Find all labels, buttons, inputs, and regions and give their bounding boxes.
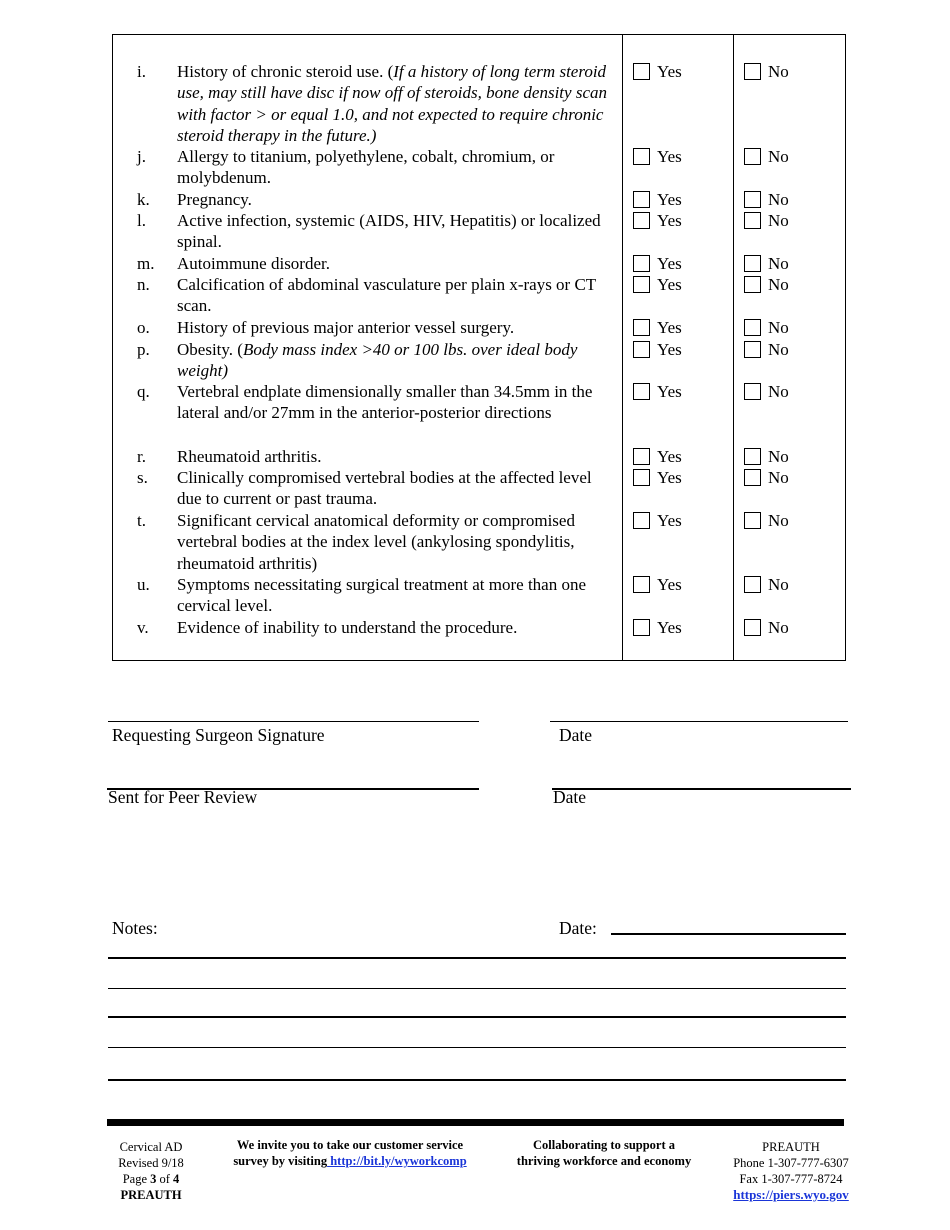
footer-divider [107, 1119, 844, 1126]
no-option[interactable] [744, 317, 789, 338]
no-label: No [768, 382, 789, 401]
form-code: PREAUTH [120, 1188, 182, 1202]
no-option[interactable] [744, 510, 789, 531]
yes-option[interactable] [633, 467, 682, 488]
no-option[interactable] [744, 339, 789, 360]
form-name: Cervical AD [119, 1140, 183, 1154]
no-checkbox[interactable] [744, 319, 761, 336]
no-option[interactable] [744, 61, 789, 82]
peer-review-label: Sent for Peer Review [108, 787, 258, 807]
no-label: No [768, 468, 789, 487]
contact-fax: Fax 1-307-777-8724 [739, 1172, 843, 1186]
no-checkbox[interactable] [744, 255, 761, 272]
yes-checkbox[interactable] [633, 448, 650, 465]
yes-option[interactable] [633, 61, 682, 82]
yes-label: Yes [657, 382, 682, 401]
no-checkbox[interactable] [744, 212, 761, 229]
no-checkbox[interactable] [744, 576, 761, 593]
footer-contact [722, 1139, 860, 1203]
row-text: Symptoms necessitating surgical treatment at more than one cervical level. [177, 575, 587, 616]
row-letter: v. [137, 618, 149, 637]
criteria-table [112, 34, 846, 661]
no-label: No [768, 211, 789, 230]
yes-checkbox[interactable] [633, 341, 650, 358]
contact-dept: PREAUTH [762, 1140, 820, 1154]
row-text: Rheumatoid arthritis. [177, 447, 322, 466]
yes-label: Yes [657, 468, 682, 487]
no-option[interactable] [744, 617, 789, 638]
no-checkbox[interactable] [744, 276, 761, 293]
row-text: Obesity. (Body mass index >40 or 100 lbs. over ideal body weight) [177, 340, 578, 381]
page-number: Page 3 of 4 [122, 1172, 180, 1186]
row-letter: n. [137, 275, 150, 294]
no-label: No [768, 62, 789, 81]
yes-checkbox[interactable] [633, 383, 650, 400]
website-link[interactable]: https://piers.wyo.gov [733, 1187, 849, 1202]
row-text: Clinically compromised vertebral bodies at the affected level due to current or past trauma. [177, 468, 592, 509]
row-letter: t. [137, 511, 146, 530]
yes-checkbox[interactable] [633, 319, 650, 336]
form-revision: Revised 9/18 [118, 1156, 184, 1170]
yes-option[interactable] [633, 510, 682, 531]
no-option[interactable] [744, 253, 789, 274]
yes-label: Yes [657, 575, 682, 594]
date-label: Date [553, 787, 587, 807]
footer-collab: Collaborating to support a thriving workforce and economy [516, 1138, 692, 1168]
no-option[interactable] [744, 274, 789, 295]
row-letter: i. [137, 62, 146, 81]
row-letter: j. [137, 147, 146, 166]
no-checkbox[interactable] [744, 512, 761, 529]
yes-label: Yes [657, 318, 682, 337]
row-letter: k. [137, 190, 150, 209]
no-label: No [768, 447, 789, 466]
yes-checkbox[interactable] [633, 469, 650, 486]
yes-checkbox[interactable] [633, 212, 650, 229]
yes-label: Yes [657, 62, 682, 81]
notes-date-label: Date: [559, 918, 597, 938]
yes-checkbox[interactable] [633, 276, 650, 293]
row-letter: u. [137, 575, 150, 594]
no-label: No [768, 147, 789, 166]
yes-checkbox[interactable] [633, 576, 650, 593]
no-label: No [768, 275, 789, 294]
notes-date-line[interactable] [611, 933, 846, 935]
yes-label: Yes [657, 618, 682, 637]
row-letter: r. [137, 447, 146, 466]
yes-checkbox[interactable] [633, 619, 650, 636]
yes-label: Yes [657, 147, 682, 166]
no-label: No [768, 190, 789, 209]
yes-label: Yes [657, 340, 682, 359]
no-label: No [768, 575, 789, 594]
no-label: No [768, 511, 789, 530]
yes-option[interactable] [633, 210, 682, 231]
row-text: Vertebral endplate dimensionally smaller than 34.5mm in the lateral and/or 27mm in the anterior-posterior directions [177, 382, 593, 423]
no-option[interactable] [744, 210, 789, 231]
yes-checkbox[interactable] [633, 255, 650, 272]
yes-option[interactable] [633, 446, 682, 467]
yes-option[interactable] [633, 317, 682, 338]
no-checkbox[interactable] [744, 469, 761, 486]
row-text: Calcification of abdominal vasculature per plain x-rays or CT scan. [177, 275, 596, 316]
date-label: Date [559, 725, 593, 745]
no-option[interactable] [744, 446, 789, 467]
no-option[interactable] [744, 574, 789, 595]
yes-label: Yes [657, 211, 682, 230]
row-text: History of previous major anterior vessel surgery. [177, 318, 515, 337]
column-divider [622, 35, 623, 660]
notes-label: Notes: [112, 918, 158, 938]
notes-line[interactable] [108, 988, 846, 989]
notes-line[interactable] [108, 1079, 846, 1081]
no-checkbox[interactable] [744, 448, 761, 465]
no-checkbox[interactable] [744, 191, 761, 208]
row-text: Active infection, systemic (AIDS, HIV, Hepatitis) or localized spinal. [177, 211, 601, 252]
no-option[interactable] [744, 381, 789, 402]
yes-option[interactable] [633, 617, 682, 638]
yes-checkbox[interactable] [633, 191, 650, 208]
yes-label: Yes [657, 190, 682, 209]
column-divider [733, 35, 734, 660]
yes-label: Yes [657, 254, 682, 273]
notes-line[interactable] [108, 1047, 846, 1048]
survey-link[interactable]: http://bit.ly/wyworkcomp [327, 1154, 467, 1168]
yes-label: Yes [657, 511, 682, 530]
row-letter: p. [137, 340, 150, 359]
footer-survey: We invite you to take our customer service survey by visiting http://bit.ly/wyworkcomp [233, 1138, 467, 1168]
footer-form-info [106, 1139, 196, 1203]
row-text: Significant cervical anatomical deformity or compromised vertebral bodies at the index level (ankylosing spondylitis, rheumatoid arthritis) [177, 511, 575, 573]
contact-phone: Phone 1-307-777-6307 [733, 1156, 849, 1170]
no-label: No [768, 254, 789, 273]
no-checkbox[interactable] [744, 383, 761, 400]
row-letter: l. [137, 211, 146, 230]
row-text: History of chronic steroid use. (If a history of long term steroid use, may still have disc if now off of steroids, bone density scan with factor > or equal 1.0, and not expected to require chronic steroid therapy in the future.) [177, 62, 607, 145]
notes-line[interactable] [108, 957, 846, 959]
surgeon-signature-label: Requesting Surgeon Signature [112, 725, 325, 745]
yes-option[interactable] [633, 253, 682, 274]
notes-line[interactable] [108, 1016, 846, 1018]
date-line[interactable] [552, 788, 851, 790]
row-text: Evidence of inability to understand the procedure. [177, 618, 518, 637]
yes-option[interactable] [633, 146, 682, 167]
yes-option[interactable] [633, 574, 682, 595]
no-option[interactable] [744, 146, 789, 167]
no-option[interactable] [744, 467, 789, 488]
no-checkbox[interactable] [744, 619, 761, 636]
row-text: Allergy to titanium, polyethylene, cobalt, chromium, or molybdenum. [177, 147, 555, 188]
no-checkbox[interactable] [744, 341, 761, 358]
yes-label: Yes [657, 275, 682, 294]
yes-option[interactable] [633, 381, 682, 402]
row-letter: o. [137, 318, 150, 337]
yes-label: Yes [657, 447, 682, 466]
row-text: Autoimmune disorder. [177, 254, 330, 273]
date-line[interactable] [550, 721, 848, 722]
no-label: No [768, 318, 789, 337]
yes-option[interactable] [633, 274, 682, 295]
yes-option[interactable] [633, 189, 682, 210]
row-text: Pregnancy. [177, 190, 252, 209]
no-label: No [768, 618, 789, 637]
surgeon-signature-line[interactable] [108, 721, 479, 722]
row-letter: s. [137, 468, 148, 487]
no-checkbox[interactable] [744, 148, 761, 165]
yes-checkbox[interactable] [633, 148, 650, 165]
row-letter: q. [137, 382, 150, 401]
yes-checkbox[interactable] [633, 512, 650, 529]
no-label: No [768, 340, 789, 359]
yes-option[interactable] [633, 339, 682, 360]
row-letter: m. [137, 254, 155, 273]
yes-checkbox[interactable] [633, 63, 650, 80]
no-checkbox[interactable] [744, 63, 761, 80]
no-option[interactable] [744, 189, 789, 210]
